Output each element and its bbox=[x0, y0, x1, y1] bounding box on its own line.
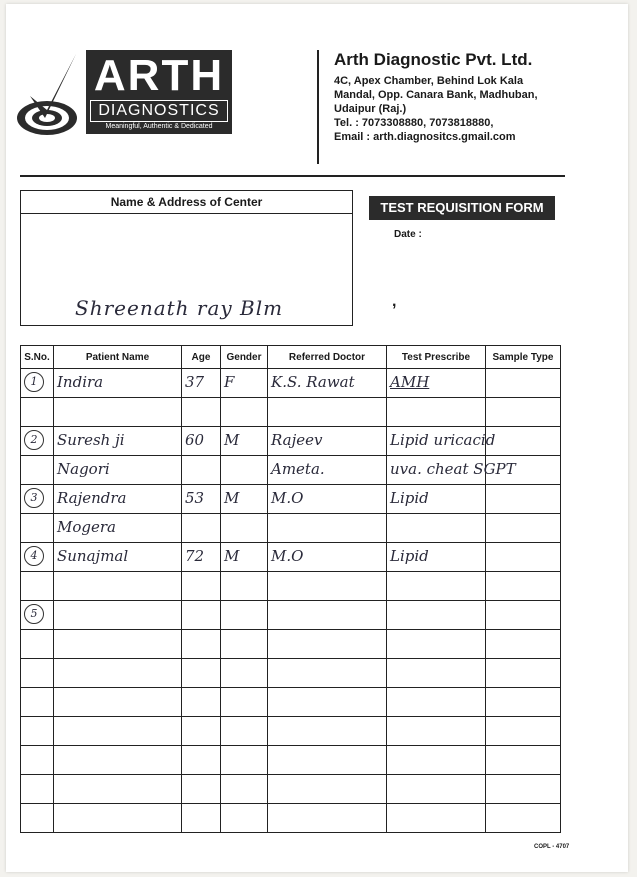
serial-number: 2 bbox=[24, 430, 44, 450]
cell-gender bbox=[221, 572, 268, 601]
center-box bbox=[20, 190, 353, 326]
cell-gender bbox=[221, 485, 268, 514]
cell-test-prescribe bbox=[387, 688, 486, 717]
cell-sample-type bbox=[486, 775, 561, 804]
cell-age bbox=[182, 456, 221, 485]
cell-patient-name bbox=[54, 775, 182, 804]
handwritten-entry: Indira bbox=[57, 373, 104, 391]
cell-patient-name bbox=[54, 514, 182, 543]
handwritten-entry: 37 bbox=[185, 373, 205, 391]
col-header-test-prescribe: Test Prescribe bbox=[387, 346, 486, 369]
handwritten-entry: 60 bbox=[185, 431, 205, 449]
cell-patient-name bbox=[54, 804, 182, 833]
cell-referred-doctor bbox=[268, 775, 387, 804]
handwritten-entry: Ameta. bbox=[271, 460, 325, 478]
cell-gender bbox=[221, 369, 268, 398]
stray-mark: , bbox=[392, 293, 397, 310]
logo-sub: DIAGNOSTICS bbox=[90, 100, 228, 122]
cell-gender bbox=[221, 601, 268, 630]
handwritten-entry: Lipid bbox=[390, 489, 429, 507]
col-header-sample-type: Sample Type bbox=[486, 346, 561, 369]
cell-referred-doctor bbox=[268, 398, 387, 427]
serial-number: 4 bbox=[24, 546, 44, 566]
col-header-patient-name: Patient Name bbox=[54, 346, 182, 369]
requisition-table bbox=[20, 345, 561, 833]
table-row bbox=[21, 427, 561, 456]
date-label: Date : bbox=[394, 229, 422, 240]
table-row bbox=[21, 572, 561, 601]
address-line: Udaipur (Raj.) bbox=[334, 103, 407, 115]
cell-patient-name bbox=[54, 659, 182, 688]
table-row bbox=[21, 688, 561, 717]
cell-sample-type bbox=[486, 688, 561, 717]
cell-sample-type bbox=[486, 369, 561, 398]
table-header-row bbox=[21, 346, 561, 369]
cell-age bbox=[182, 775, 221, 804]
cell-patient-name bbox=[54, 369, 182, 398]
address-line: Mandal, Opp. Canara Bank, Madhuban, bbox=[334, 89, 538, 101]
handwritten-entry: M bbox=[224, 489, 240, 507]
table-row bbox=[21, 485, 561, 514]
cell-referred-doctor bbox=[268, 427, 387, 456]
cell-referred-doctor bbox=[268, 601, 387, 630]
cell-patient-name bbox=[54, 717, 182, 746]
table-row bbox=[21, 659, 561, 688]
handwritten-entry: M.O bbox=[271, 547, 304, 565]
cell-sno bbox=[21, 688, 54, 717]
company-name: Arth Diagnostic Pvt. Ltd. bbox=[334, 50, 533, 69]
cell-sno bbox=[21, 717, 54, 746]
cell-sample-type bbox=[486, 746, 561, 775]
cell-gender bbox=[221, 398, 268, 427]
handwritten-entry: 53 bbox=[185, 489, 205, 507]
cell-gender bbox=[221, 630, 268, 659]
company-block bbox=[334, 50, 604, 144]
cell-sample-type bbox=[486, 572, 561, 601]
handwritten-entry: Mogera bbox=[57, 518, 116, 536]
cell-age bbox=[182, 659, 221, 688]
cell-sample-type bbox=[486, 398, 561, 427]
serial-number: 5 bbox=[24, 604, 44, 624]
cell-test-prescribe bbox=[387, 717, 486, 746]
cell-test-prescribe bbox=[387, 543, 486, 572]
handwritten-entry: uva. cheat SGPT bbox=[390, 460, 516, 478]
cell-patient-name bbox=[54, 688, 182, 717]
cell-gender bbox=[221, 514, 268, 543]
cell-age bbox=[182, 688, 221, 717]
cell-referred-doctor bbox=[268, 572, 387, 601]
table-row bbox=[21, 601, 561, 630]
cell-gender bbox=[221, 746, 268, 775]
cell-sno bbox=[21, 427, 54, 456]
cell-age bbox=[182, 717, 221, 746]
cell-age bbox=[182, 630, 221, 659]
col-header-age: Age bbox=[182, 346, 221, 369]
cell-patient-name bbox=[54, 456, 182, 485]
cell-sno bbox=[21, 804, 54, 833]
cell-test-prescribe bbox=[387, 514, 486, 543]
cell-test-prescribe bbox=[387, 427, 496, 456]
col-header-sno: S.No. bbox=[21, 346, 54, 369]
cell-patient-name bbox=[54, 572, 182, 601]
cell-test-prescribe bbox=[387, 572, 486, 601]
cell-patient-name bbox=[54, 746, 182, 775]
cell-sample-type bbox=[486, 427, 561, 456]
cell-test-prescribe bbox=[387, 485, 486, 514]
handwritten-entry: Lipid bbox=[390, 547, 429, 565]
serial-number: 1 bbox=[24, 372, 44, 392]
handwritten-entry: Nagori bbox=[57, 460, 110, 478]
form-title: TEST REQUISITION FORM bbox=[369, 196, 555, 220]
cell-age bbox=[182, 398, 221, 427]
col-header-gender: Gender bbox=[221, 346, 268, 369]
cell-referred-doctor bbox=[268, 630, 387, 659]
handwritten-entry: Lipid uricacid bbox=[390, 431, 496, 449]
cell-sno bbox=[21, 369, 54, 398]
cell-age bbox=[182, 427, 221, 456]
brand-logo bbox=[86, 50, 232, 134]
cell-test-prescribe bbox=[387, 659, 486, 688]
cell-sample-type bbox=[486, 717, 561, 746]
handwritten-entry: F bbox=[224, 373, 235, 391]
cell-referred-doctor bbox=[268, 659, 387, 688]
cell-referred-doctor bbox=[268, 369, 387, 398]
table-row bbox=[21, 804, 561, 833]
handwritten-entry: M.O bbox=[271, 489, 304, 507]
target-checkmark-icon bbox=[16, 52, 82, 140]
cell-patient-name bbox=[54, 398, 182, 427]
cell-referred-doctor bbox=[268, 717, 387, 746]
table-row bbox=[21, 514, 561, 543]
cell-sno bbox=[21, 601, 54, 630]
cell-sno bbox=[21, 746, 54, 775]
cell-gender bbox=[221, 427, 268, 456]
cell-sno bbox=[21, 659, 54, 688]
cell-test-prescribe bbox=[387, 456, 516, 485]
cell-sno bbox=[21, 485, 54, 514]
table-row bbox=[21, 717, 561, 746]
table-row bbox=[21, 369, 561, 398]
handwritten-entry: Sunajmal bbox=[57, 547, 129, 565]
cell-gender bbox=[221, 775, 268, 804]
cell-sno bbox=[21, 398, 54, 427]
cell-patient-name bbox=[54, 427, 182, 456]
cell-patient-name bbox=[54, 630, 182, 659]
cell-sno bbox=[21, 543, 54, 572]
header-divider bbox=[317, 50, 319, 164]
cell-age bbox=[182, 369, 221, 398]
header-rule bbox=[20, 175, 565, 177]
logo-word: ARTH bbox=[93, 51, 225, 100]
cell-gender bbox=[221, 543, 268, 572]
cell-age bbox=[182, 485, 221, 514]
cell-sample-type bbox=[486, 543, 561, 572]
cell-patient-name bbox=[54, 601, 182, 630]
cell-referred-doctor bbox=[268, 746, 387, 775]
cell-test-prescribe bbox=[387, 804, 486, 833]
cell-test-prescribe bbox=[387, 630, 486, 659]
cell-test-prescribe bbox=[387, 369, 486, 398]
cell-referred-doctor bbox=[268, 804, 387, 833]
cell-age bbox=[182, 543, 221, 572]
cell-test-prescribe bbox=[387, 746, 486, 775]
table-row bbox=[21, 398, 561, 427]
cell-sample-type bbox=[486, 514, 561, 543]
handwritten-entry: K.S. Rawat bbox=[271, 373, 355, 391]
cell-referred-doctor bbox=[268, 688, 387, 717]
handwritten-entry: 72 bbox=[185, 547, 205, 565]
cell-sample-type bbox=[486, 601, 561, 630]
cell-age bbox=[182, 746, 221, 775]
cell-age bbox=[182, 804, 221, 833]
handwritten-entry: M bbox=[224, 547, 240, 565]
cell-test-prescribe bbox=[387, 398, 486, 427]
center-box-title: Name & Address of Center bbox=[21, 191, 352, 214]
table-body bbox=[21, 369, 561, 833]
cell-sample-type bbox=[486, 630, 561, 659]
cell-age bbox=[182, 514, 221, 543]
cell-referred-doctor bbox=[268, 514, 387, 543]
cell-age bbox=[182, 601, 221, 630]
center-name-handwritten: Shreenath ray Blm bbox=[75, 296, 284, 320]
cell-gender bbox=[221, 456, 268, 485]
cell-referred-doctor bbox=[268, 485, 387, 514]
serial-number: 3 bbox=[24, 488, 44, 508]
cell-test-prescribe bbox=[387, 775, 486, 804]
cell-sno bbox=[21, 572, 54, 601]
table-row bbox=[21, 775, 561, 804]
cell-age bbox=[182, 572, 221, 601]
cell-patient-name bbox=[54, 485, 182, 514]
cell-sample-type bbox=[486, 456, 561, 485]
table-row bbox=[21, 630, 561, 659]
cell-gender bbox=[221, 688, 268, 717]
cell-sample-type bbox=[486, 804, 561, 833]
cell-sno bbox=[21, 514, 54, 543]
handwritten-entry: Suresh ji bbox=[57, 431, 125, 449]
handwritten-entry: AMH bbox=[390, 373, 430, 391]
phone-line: Tel. : 7073308880, 7073818880, bbox=[334, 117, 494, 129]
cell-sample-type bbox=[486, 485, 561, 514]
cell-sno bbox=[21, 775, 54, 804]
table-row bbox=[21, 543, 561, 572]
cell-gender bbox=[221, 659, 268, 688]
email-line: Email : arth.diagnositcs.gmail.com bbox=[334, 131, 516, 143]
form-code: COPL - 4707 bbox=[534, 844, 570, 850]
cell-sno bbox=[21, 456, 54, 485]
logo-tagline: Meaningful, Authentic & Dedicated bbox=[105, 123, 213, 130]
cell-test-prescribe bbox=[387, 601, 486, 630]
cell-patient-name bbox=[54, 543, 182, 572]
cell-gender bbox=[221, 717, 268, 746]
address-line: 4C, Apex Chamber, Behind Lok Kala bbox=[334, 75, 524, 87]
handwritten-entry: Rajeev bbox=[271, 431, 323, 449]
handwritten-entry: Rajendra bbox=[57, 489, 127, 507]
cell-referred-doctor bbox=[268, 456, 387, 485]
table-row bbox=[21, 456, 561, 485]
cell-gender bbox=[221, 804, 268, 833]
cell-sno bbox=[21, 630, 54, 659]
col-header-referred-doctor: Referred Doctor bbox=[268, 346, 387, 369]
table-row bbox=[21, 746, 561, 775]
cell-referred-doctor bbox=[268, 543, 387, 572]
handwritten-entry: M bbox=[224, 431, 240, 449]
cell-sample-type bbox=[486, 659, 561, 688]
